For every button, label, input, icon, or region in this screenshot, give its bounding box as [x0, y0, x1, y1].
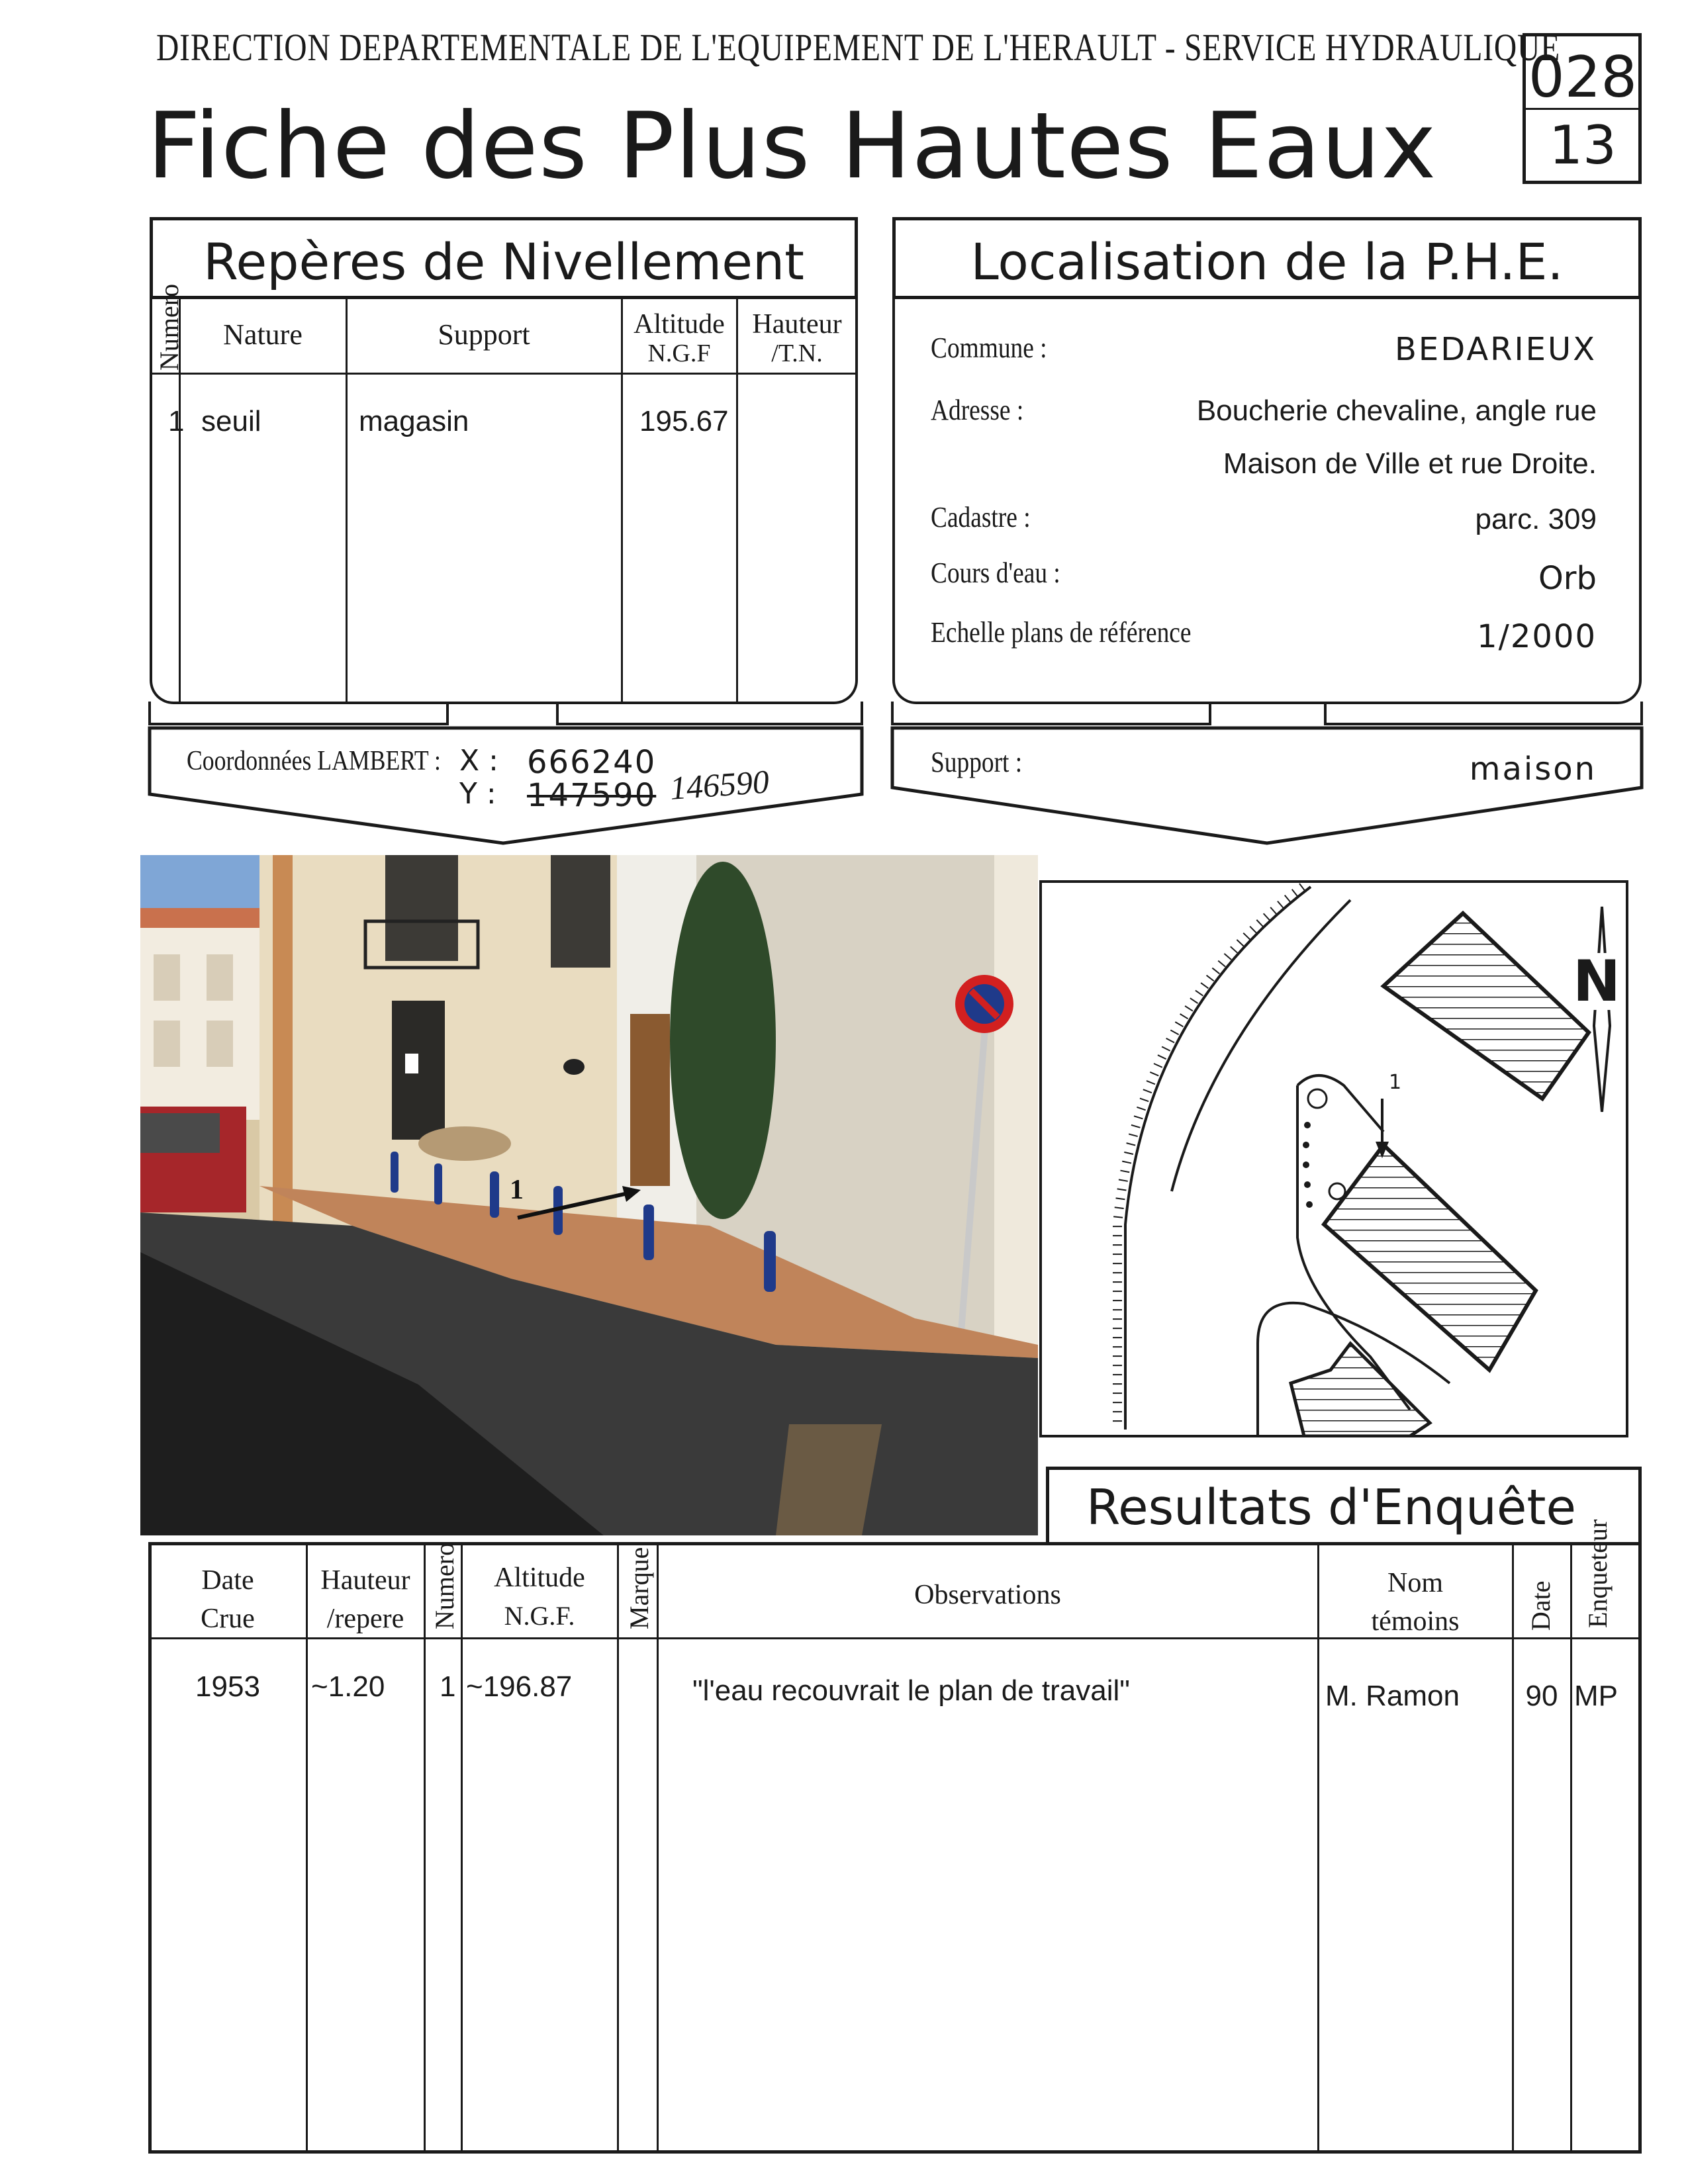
- reperes-row-nature: seuil: [201, 405, 261, 437]
- support-value: maison: [1469, 751, 1597, 788]
- reperes-col-support: Support: [438, 318, 530, 351]
- site-plan: [1039, 880, 1628, 1437]
- resultats-row-nom: M. Ramon: [1325, 1680, 1460, 1712]
- resultats-col-nom-temoins: témoins: [1371, 1606, 1460, 1637]
- reperes-row-support: magasin: [359, 405, 469, 437]
- coordonnees-y-value-struck: 147590: [527, 777, 657, 814]
- reference-number: 028: [1528, 44, 1638, 111]
- resultats-title-box: [1046, 1467, 1642, 1543]
- resultats-row-observations: "l'eau recouvrait le plan de travail": [692, 1674, 1130, 1707]
- reperes-col-altitude: Altitude: [633, 309, 725, 340]
- resultats-col-altitude: Altitude: [494, 1563, 585, 1593]
- reference-sub-number: 13: [1549, 114, 1617, 176]
- coordonnees-y-label: Y :: [459, 777, 496, 811]
- resultats-row-hauteur: ~1.20: [311, 1670, 385, 1703]
- commune-value: BEDARIEUX: [1394, 331, 1597, 368]
- reperes-col-hauteur-tn: /T.N.: [771, 340, 823, 367]
- cours-eau-label: Cours d'eau :: [931, 557, 1060, 589]
- resultats-row-date-crue: 1953: [195, 1670, 260, 1703]
- resultats-col-hauteur: Hauteur: [320, 1565, 410, 1596]
- resultats-col-date-crue-2: Crue: [201, 1604, 255, 1634]
- adresse-label: Adresse :: [931, 394, 1024, 426]
- resultats-col-date: Date: [1526, 1580, 1556, 1631]
- adresse-line-1: Boucherie chevaline, angle rue: [1196, 394, 1597, 427]
- resultats-row-altitude: ~196.87: [466, 1670, 573, 1703]
- coordonnees-x-label: X :: [459, 744, 498, 778]
- resultats-col-nom: Nom: [1387, 1568, 1443, 1598]
- localisation-title-box: [892, 217, 1642, 299]
- resultats-col-date-crue: Date: [201, 1565, 254, 1596]
- plan-marker: 1: [1389, 1071, 1402, 1094]
- resultats-title: Resultats d'Enquête: [1086, 1479, 1576, 1536]
- reperes-title-box: [150, 217, 858, 299]
- reference-box: [1523, 33, 1642, 184]
- reperes-col-numero: Numero: [154, 283, 184, 371]
- resultats-col-numero: Numero: [430, 1542, 459, 1629]
- coordonnees-x-value: 666240: [527, 744, 657, 781]
- adresse-line-2: Maison de Ville et rue Droite.: [1223, 447, 1597, 480]
- reperes-title: Repères de Nivellement: [203, 232, 804, 291]
- organization-header: DIRECTION DEPARTEMENTALE DE L'EQUIPEMENT DE L'HERAULT - SERVICE HYDRAULIQUE: [156, 26, 1561, 69]
- resultats-col-altitude-ngf: N.G.F.: [504, 1601, 575, 1631]
- cadastre-value: parc. 309: [1475, 503, 1597, 535]
- north-icon: N: [1573, 948, 1620, 1015]
- echelle-label: Echelle plans de référence: [931, 616, 1192, 649]
- support-label: Support :: [931, 746, 1023, 778]
- commune-label: Commune :: [931, 332, 1047, 364]
- page-title: Fiche des Plus Hautes Eaux: [147, 93, 1437, 199]
- resultats-row-numero: 1: [440, 1670, 456, 1703]
- resultats-col-marque: Marque: [624, 1547, 654, 1629]
- reperes-col-hauteur: Hauteur: [752, 309, 842, 340]
- cadastre-label: Cadastre :: [931, 501, 1031, 533]
- reperes-col-nature: Nature: [223, 318, 303, 351]
- coordonnees-y-value-handwritten: 146590: [669, 762, 771, 807]
- echelle-value: 1/2000: [1477, 618, 1597, 655]
- localisation-title: Localisation de la P.H.E.: [970, 232, 1564, 291]
- cours-eau-value: Orb: [1538, 560, 1597, 597]
- resultats-row-date: 90: [1525, 1680, 1558, 1712]
- site-photo: [140, 855, 1038, 1535]
- resultats-col-hauteur-repere: /repere: [326, 1604, 404, 1634]
- reperes-col-altitude-ngf: N.G.F: [647, 340, 711, 367]
- resultats-col-enqueteur: Enqueteur: [1583, 1519, 1613, 1628]
- resultats-col-observations: Observations: [914, 1580, 1061, 1610]
- resultats-row-enqueteur: MP: [1574, 1680, 1618, 1712]
- photo-marker: 1: [510, 1175, 524, 1205]
- coordonnees-label: Coordonnées LAMBERT :: [187, 746, 441, 776]
- reperes-row-altitude: 195.67: [639, 405, 729, 437]
- reperes-row-numero: 1: [168, 405, 185, 437]
